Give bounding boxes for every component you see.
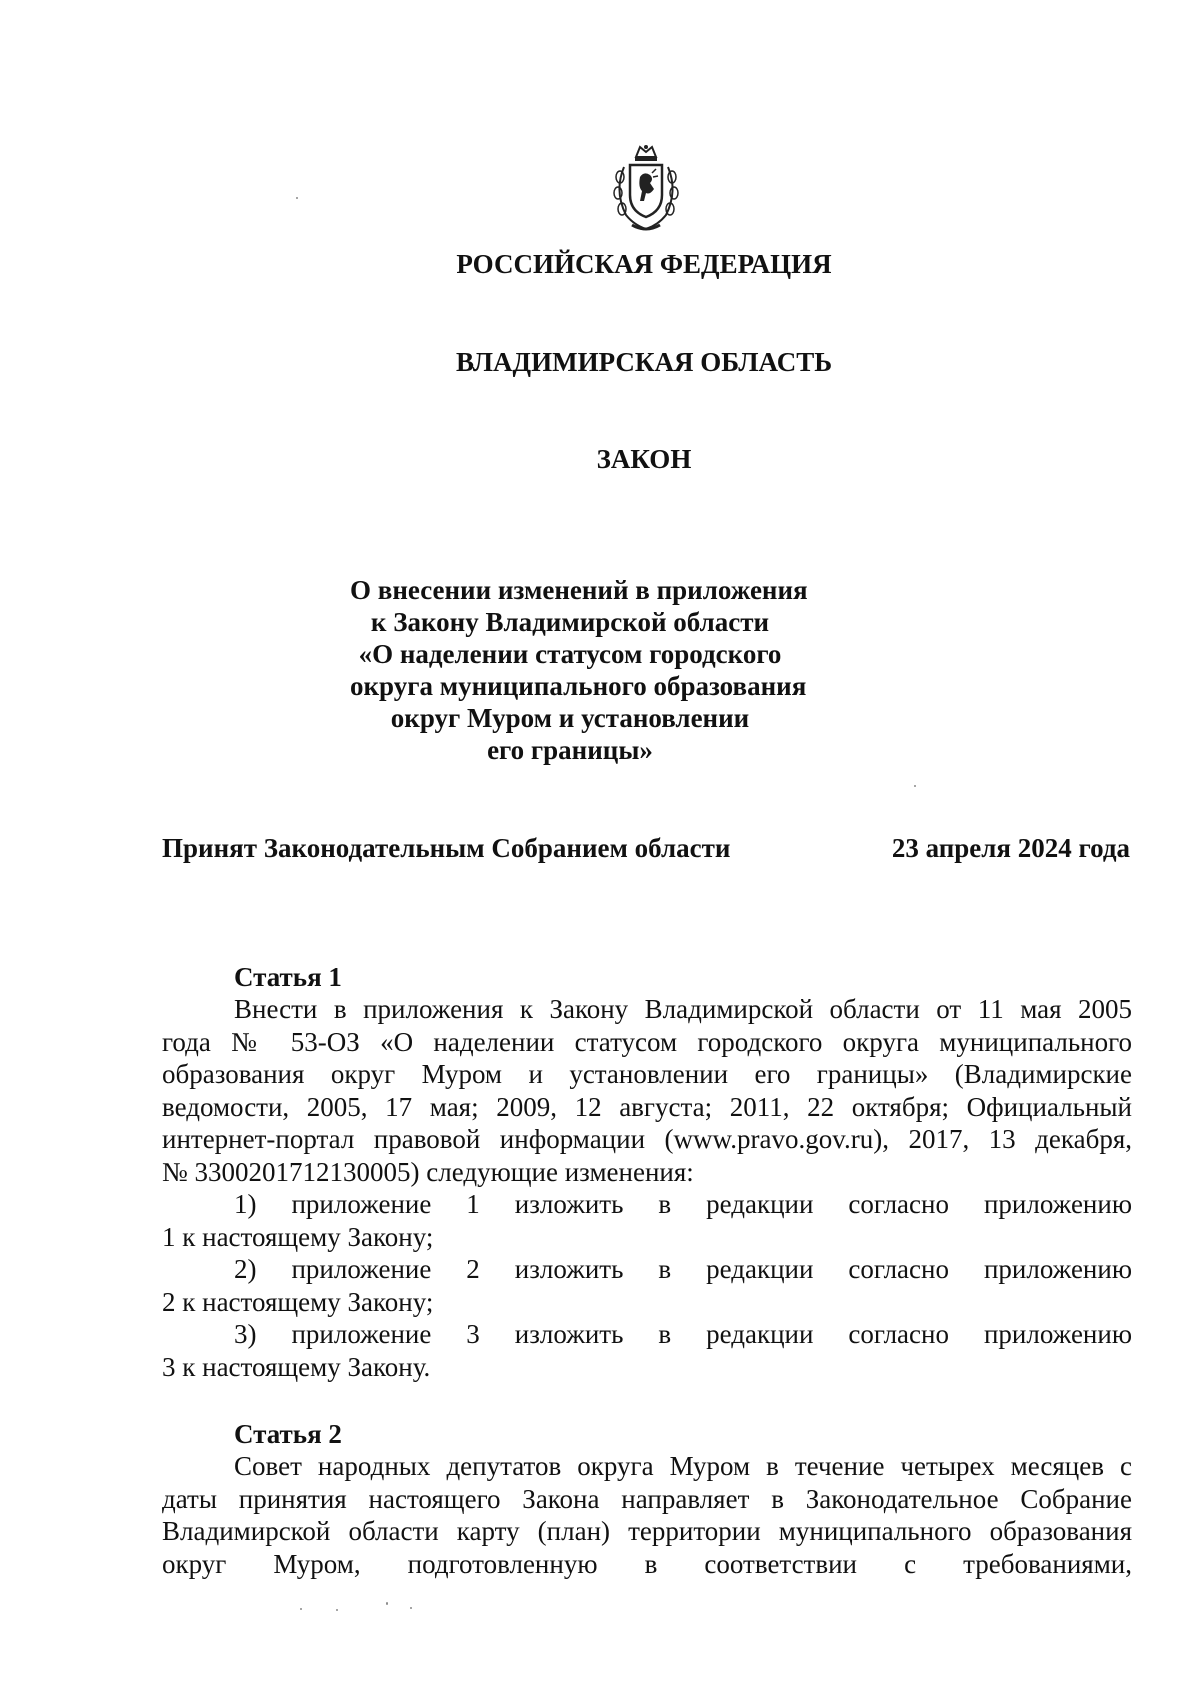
scan-speck: [300, 1608, 302, 1610]
document-type-heading: ЗАКОН: [596, 444, 692, 474]
coat-of-arms-icon: [600, 143, 692, 235]
text-line: образования округ Муром и установлении его границы» (Владимирские: [162, 1059, 1132, 1089]
article-2-heading: Статья 2: [234, 1419, 342, 1449]
law-title-line: к Закону Владимирской области: [370, 607, 770, 637]
scan-speck: [914, 785, 916, 787]
scan-speck: [296, 197, 298, 199]
scan-speck: [386, 1602, 388, 1605]
text-line: Владимирской области карту (план) территории муниципального образования: [162, 1516, 1132, 1546]
adopted-by-text: Принят Законодательным Собранием области: [162, 833, 731, 863]
text-line: Совет народных депутатов округа Муром в течение четырех месяцев с: [234, 1451, 1132, 1481]
adoption-date: 23 апреля 2024 года: [891, 833, 1130, 863]
law-title-line: О внесении изменений в приложения: [350, 575, 808, 605]
article-1-body: [162, 993, 1132, 1383]
text-line: интернет-портал правовой информации (www.pravo.gov.ru), 2017, 13 декабря,: [162, 1124, 1132, 1154]
article-1-heading: Статья 1: [234, 962, 342, 992]
federation-heading: РОССИЙСКАЯ ФЕДЕРАЦИЯ: [456, 249, 832, 279]
text-line: 3) приложение 3 изложить в редакции согласно приложению: [234, 1319, 1132, 1349]
text-line: года № 53-ОЗ «О наделении статусом городского округа муниципального: [162, 1026, 1132, 1057]
text-line: ведомости, 2005, 17 мая; 2009, 12 августа; 2011, 22 октября; Официальный: [162, 1091, 1132, 1122]
text-line: 2) приложение 2 изложить в редакции согласно приложению: [234, 1254, 1132, 1284]
law-title-line: округа муниципального образования: [350, 671, 807, 701]
scan-speck: [336, 1609, 338, 1611]
text-line: Внести в приложения к Закону Владимирской области от 11 мая 2005: [234, 994, 1132, 1024]
text-line: 1) приложение 1 изложить в редакции согласно приложению: [234, 1189, 1132, 1219]
article-2-body: [162, 1450, 1132, 1580]
region-heading: ВЛАДИМИРСКАЯ ОБЛАСТЬ: [455, 347, 833, 377]
law-title: [350, 574, 808, 766]
text-line: 3 к настоящему Закону.: [162, 1351, 431, 1382]
law-title-line: его границы»: [487, 735, 653, 765]
text-line: 1 к настоящему Закону;: [162, 1221, 434, 1252]
scan-speck: [410, 1607, 412, 1609]
law-title-line: «О наделении статусом городского: [358, 639, 782, 669]
text-line: даты принятия настоящего Закона направляет в Законодательное Собрание: [162, 1483, 1132, 1514]
text-line: 2 к настоящему Закону;: [162, 1286, 434, 1317]
text-line: округ Муром, подготовленную в соответствии с требованиями,: [162, 1548, 1132, 1579]
law-title-line: округ Муром и установлении: [390, 703, 750, 733]
text-line: № 3300201712130005) следующие изменения:: [162, 1156, 694, 1187]
